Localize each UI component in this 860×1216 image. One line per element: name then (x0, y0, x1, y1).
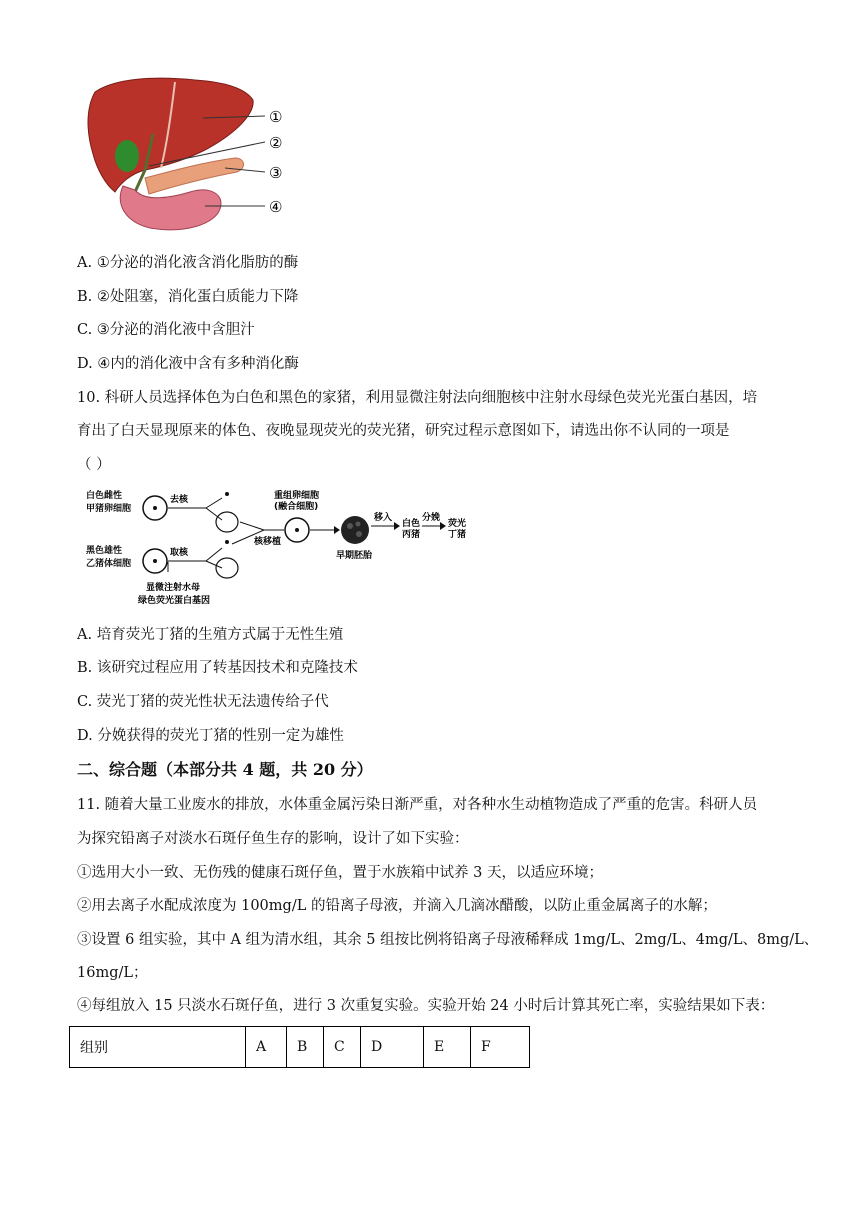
group-table (69, 1026, 530, 1068)
label-1: ① (269, 108, 283, 126)
take-nucleus-label: 取核 (170, 548, 189, 558)
result-label-1: 荧光 (448, 519, 467, 529)
q10-answer-paren: （ ） (77, 457, 111, 473)
embryo-label: 早期胚胎 (336, 551, 373, 561)
q11-line2: 为探究铅离子对淡水石斑仔鱼生存的影响，设计了如下实验： (77, 831, 469, 847)
q9-option-d: D. ④内的消化液中含有多种消化酶 (77, 356, 299, 372)
q11-step4: ④每组放入 15 只淡水石斑仔鱼，进行 3 次重复实验。实验开始 24 小时后计算其死亡率，实验结果如下表： (77, 998, 775, 1014)
label-4: ④ (269, 198, 283, 216)
white-pig-label-1: 白色雌性 (86, 491, 123, 501)
q11-step3-line1: ③设置 6 组实验，其中 A 组为清水组，其余 5 组按比例将铅离子母液稀释成 1mg/L、2mg/L、4mg/L、8mg/L、 (77, 932, 819, 948)
inject-label-1: 显微注射水母 (146, 583, 201, 593)
table-header-cell: 组别 (70, 1027, 246, 1068)
table-row (70, 1027, 530, 1068)
surrogate-label-2: 丙猪 (402, 530, 421, 540)
digestive-organs-figure (75, 74, 300, 236)
surrogate-label-1: 白色 (402, 519, 421, 529)
white-pig-label-2: 甲猪卵细胞 (86, 504, 132, 514)
q10-option-c: C. 荧光丁猪的荧光性状无法遗传给子代 (77, 694, 329, 710)
label-3: ③ (269, 164, 283, 182)
enucleated-egg (216, 512, 238, 532)
recon-label-1: 重组卵细胞 (274, 491, 320, 501)
q11-line1: 11. 随着大量工业废水的排放，水体重金属污染日渐严重，对各种水生动植物造成了严重的危害。科研人员 (77, 797, 758, 813)
table-header-cell: A (246, 1027, 287, 1068)
nucleus-removed-cell (216, 558, 238, 578)
birth-label: 分娩 (422, 513, 441, 523)
early-embryo (341, 516, 369, 544)
cloning-process-figure (84, 486, 484, 608)
table-header-cell: F (471, 1027, 530, 1068)
table-header-cell: B (287, 1027, 324, 1068)
q9-option-a: A. ①分泌的消化液含消化脂肪的酶 (77, 255, 299, 271)
table-header-cell: E (424, 1027, 471, 1068)
q10-option-d: D. 分娩获得的荧光丁猪的性别一定为雄性 (77, 728, 344, 744)
result-label-2: 丁猪 (448, 530, 467, 540)
inject-label-2: 绿色荧光蛋白基因 (138, 596, 211, 606)
remove-nucleus-label: 去核 (170, 495, 189, 505)
q11-step3-line2: 16mg/L； (77, 965, 148, 981)
recon-label-2: (融合细胞) (274, 502, 319, 512)
table-header-cell: D (361, 1027, 424, 1068)
q11-step1: ①选用大小一致、无伤残的健康石斑仔鱼，置于水族箱中试养 3 天，以适应环境； (77, 865, 603, 881)
q10-option-b: B. 该研究过程应用了转基因技术和克隆技术 (77, 660, 358, 676)
implant-label: 移入 (374, 513, 393, 523)
section-2-heading: 二、综合题（本部分共 4 题，共 20 分） (77, 760, 373, 779)
gallbladder-shape (115, 140, 139, 172)
q10-stem-line2: 育出了白天显现原来的体色、夜晚显现荧光的荧光猪，研究过程示意图如下，请选出你不认同的一项是 (77, 423, 730, 439)
black-pig-label-1: 黑色雄性 (86, 546, 123, 556)
q10-stem-line1: 10. 科研人员选择体色为白色和黑色的家猪，利用显微注射法向细胞核中注射水母绿色荧光光蛋白基因，培 (77, 390, 758, 406)
q9-option-c: C. ③分泌的消化液中含胆汁 (77, 322, 255, 338)
table-header-cell: C (324, 1027, 361, 1068)
duodenum-shape (120, 186, 221, 230)
black-pig-label-2: 乙猪体细胞 (86, 559, 132, 569)
q9-option-b: B. ②处阻塞，消化蛋白质能力下降 (77, 289, 299, 305)
label-2: ② (269, 134, 283, 152)
q10-option-a: A. 培育荧光丁猪的生殖方式属于无性生殖 (77, 627, 344, 643)
q11-step2: ②用去离子水配成浓度为 100mg/L 的铅离子母液，并滴入几滴冰醋酸，以防止重金属离子的水解； (77, 898, 717, 914)
nuclear-transfer-label: 核移植 (254, 537, 282, 547)
